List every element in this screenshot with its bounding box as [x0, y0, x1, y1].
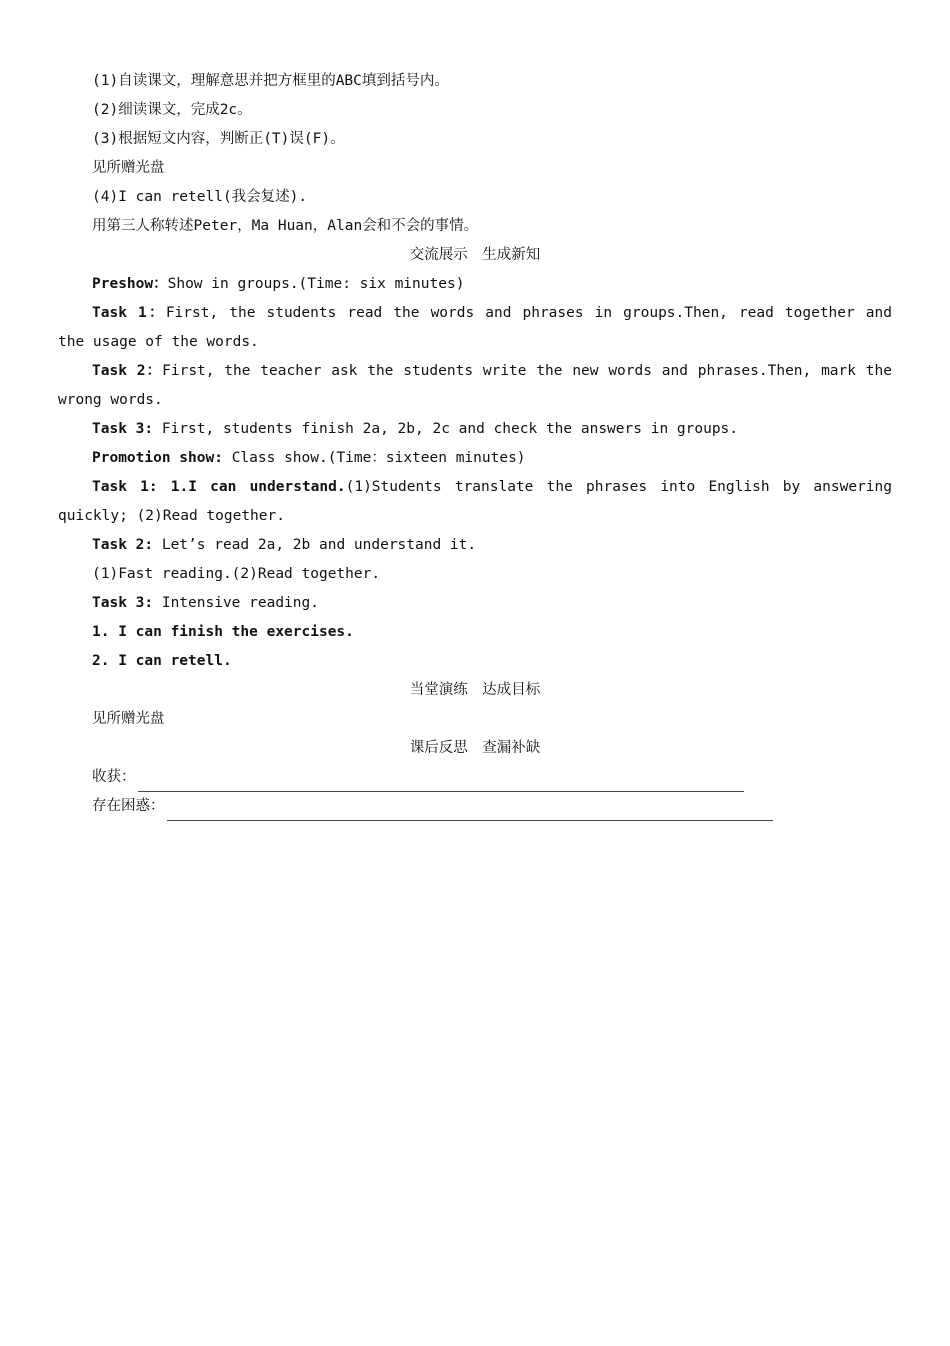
task1-label: Task 1： [92, 305, 166, 321]
instruction-1: (1)自读课文，理解意思并把方框里的ABC填到括号内。 [92, 73, 449, 89]
confusion-blank[interactable] [167, 800, 773, 821]
instruction-4: (4)I can retell(我会复述). [92, 189, 308, 205]
preshow-line [58, 270, 892, 299]
disc-reference-2: 见所赠光盘 [92, 711, 165, 727]
promo-task2-text: Let’s read 2a, 2b and understand it. [161, 537, 477, 553]
document-body [58, 67, 892, 821]
promo-task3-line [58, 589, 892, 618]
promo-task3-label: Task 3: [92, 595, 154, 611]
confusion-label: 存在困惑： [92, 798, 165, 814]
promo-task1-continuation: quickly; (2)Read together. [58, 508, 285, 524]
instruction-retell: 用第三人称转述Peter，Ma Huan，Alan会和不会的事情。 [92, 218, 479, 234]
promo-task2-label: Task 2: [92, 537, 154, 553]
preshow-label: Preshow： [92, 276, 168, 292]
confusion-line [58, 792, 892, 821]
preshow-text: Show in groups.(Time: six minutes) [167, 276, 465, 292]
promotion-show-line [58, 444, 892, 473]
task3-text: First, students finish 2a, 2b, 2c and check the answers in groups. [161, 421, 739, 437]
section-heading-show: 交流展示 生成新知 [409, 247, 541, 263]
task2-continuation: wrong words. [58, 392, 163, 408]
task3-label: Task 3: [92, 421, 154, 437]
instruction-3: (3)根据短文内容，判断正(T)误(F)。 [92, 131, 345, 147]
gain-line [58, 763, 892, 792]
task2-line [58, 357, 892, 386]
gain-blank[interactable] [138, 771, 744, 792]
promo-task2-line [58, 531, 892, 560]
gain-label: 收获： [92, 769, 136, 785]
disc-reference: 见所赠光盘 [92, 160, 165, 176]
instruction-2: (2)细读课文，完成2c。 [92, 102, 252, 118]
task2-text: First, the teacher ask the students write the new words and phrases.Then, mark the [162, 363, 892, 379]
promotion-text: Class show.(Time：sixteen minutes) [231, 450, 526, 466]
goal-item-2: 2. I can retell. [92, 653, 232, 669]
goal-item-1: 1. I can finish the exercises. [92, 624, 354, 640]
task1-text: First, the students read the words and phrases in groups.Then, read together and [165, 305, 892, 321]
task1-continuation: the usage of the words. [58, 334, 259, 350]
task1-line [58, 299, 892, 328]
promo-task2-subitems: (1)Fast reading.(2)Read together. [92, 566, 381, 582]
promo-task1-text: (1)Students translate the phrases into English by answering [345, 479, 892, 495]
promo-task3-text: Intensive reading. [161, 595, 319, 611]
promo-task1-label: Task 1: 1.I can understand. [92, 479, 346, 495]
task2-label: Task 2： [92, 363, 163, 379]
section-heading-practice: 当堂演练 达成目标 [409, 682, 541, 698]
task3-line [58, 415, 892, 444]
promotion-label: Promotion show: [92, 450, 223, 466]
promo-task1-line [58, 473, 892, 502]
section-heading-reflection: 课后反思 查漏补缺 [409, 740, 541, 756]
